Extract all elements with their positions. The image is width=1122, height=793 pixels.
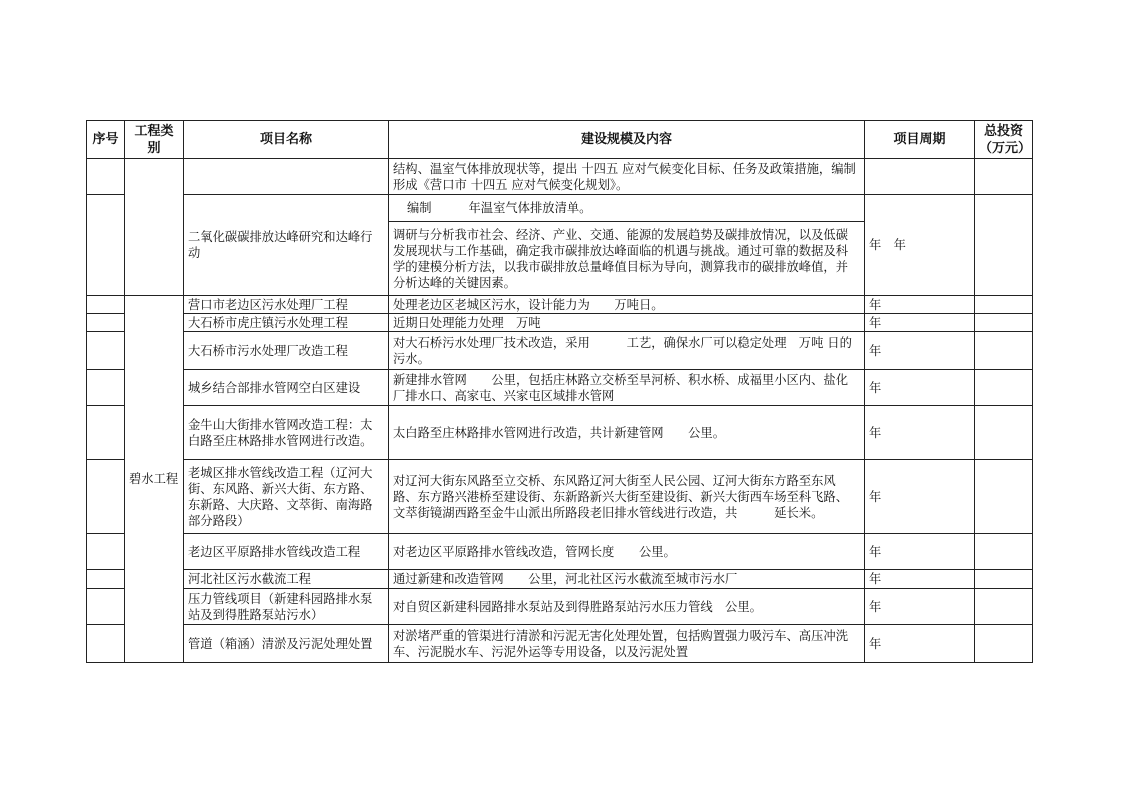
cell-content: 近期日处理能力处理 万吨 xyxy=(389,314,865,332)
cell-category: 碧水工程 xyxy=(125,296,184,663)
cell-period: 年 xyxy=(865,332,975,370)
project-table xyxy=(86,120,1033,663)
cell-no xyxy=(87,570,125,589)
cell-no xyxy=(87,534,125,570)
header-investment: 总投资（万元） xyxy=(975,121,1033,159)
table-row xyxy=(87,370,1033,406)
cell-investment xyxy=(975,406,1033,460)
cell-name: 大石桥市污水处理厂改造工程 xyxy=(184,332,389,370)
cell-name: 老边区平原路排水管线改造工程 xyxy=(184,534,389,570)
cell-content: 对老边区平原路排水管线改造，管网长度 公里。 xyxy=(389,534,865,570)
table-row xyxy=(87,159,1033,195)
cell-content: 太白路至庄林路排水管网进行改造，共计新建管网 公里。 xyxy=(389,406,865,460)
table-row xyxy=(87,534,1033,570)
cell-period: 年 xyxy=(865,370,975,406)
cell-name: 大石桥市虎庄镇污水处理工程 xyxy=(184,314,389,332)
cell-period xyxy=(865,159,975,195)
cell-no xyxy=(87,625,125,663)
cell-period: 年 xyxy=(865,296,975,314)
cell-investment xyxy=(975,570,1033,589)
cell-period: 年 年 xyxy=(865,195,975,296)
cell-period: 年 xyxy=(865,460,975,534)
cell-investment xyxy=(975,332,1033,370)
table-row xyxy=(87,314,1033,332)
cell-investment xyxy=(975,460,1033,534)
cell-investment xyxy=(975,296,1033,314)
header-row xyxy=(87,121,1033,159)
table-row xyxy=(87,460,1033,534)
cell-name xyxy=(184,159,389,195)
cell-no xyxy=(87,195,125,296)
cell-name: 金牛山大街排水管网改造工程：太白路至庄林路排水管网进行改造。 xyxy=(184,406,389,460)
cell-period: 年 xyxy=(865,570,975,589)
cell-content: 编制 年温室气体排放清单。 xyxy=(389,195,865,222)
cell-no xyxy=(87,460,125,534)
cell-content: 结构、温室气体排放现状等，提出 十四五 应对气候变化目标、任务及政策措施，编制形成《营口市 十四五 应对气候变化规划》。 xyxy=(389,159,865,195)
cell-name: 压力管线项目（新建科园路排水泵站及到得胜路泵站污水） xyxy=(184,589,389,625)
cell-content: 处理老边区老城区污水，设计能力为 万吨日。 xyxy=(389,296,865,314)
cell-investment xyxy=(975,370,1033,406)
table-row xyxy=(87,589,1033,625)
cell-name: 营口市老边区污水处理厂工程 xyxy=(184,296,389,314)
cell-content: 调研与分析我市社会、经济、产业、交通、能源的发展趋势及碳排放情况，以及低碳发展现状与工作基础，确定我市碳排放达峰面临的机遇与挑战。通过可靠的数据及科学的建模分析方法，以我市碳排放总量峰值目标为导向，测算我市的碳排放峰值，并分析达峰的关键因素。 xyxy=(389,222,865,296)
cell-category xyxy=(125,159,184,296)
cell-no xyxy=(87,589,125,625)
cell-investment xyxy=(975,159,1033,195)
cell-investment xyxy=(975,534,1033,570)
cell-name: 城乡结合部排水管网空白区建设 xyxy=(184,370,389,406)
table-row xyxy=(87,406,1033,460)
header-category: 工程类别 xyxy=(125,121,184,159)
cell-no xyxy=(87,159,125,195)
header-no: 序号 xyxy=(87,121,125,159)
cell-no xyxy=(87,370,125,406)
cell-content: 对淤堵严重的管渠进行清淤和污泥无害化处理处置，包括购置强力吸污车、高压冲洗车、污泥脱水车、污泥外运等专用设备，以及污泥处置 xyxy=(389,625,865,663)
cell-period: 年 xyxy=(865,625,975,663)
cell-content: 对自贸区新建科园路排水泵站及到得胜路泵站污水压力管线 公里。 xyxy=(389,589,865,625)
header-period: 项目周期 xyxy=(865,121,975,159)
cell-period: 年 xyxy=(865,406,975,460)
cell-no xyxy=(87,314,125,332)
cell-content: 通过新建和改造管网 公里，河北社区污水截流至城市污水厂 xyxy=(389,570,865,589)
cell-no xyxy=(87,296,125,314)
table-row xyxy=(87,296,1033,314)
cell-investment xyxy=(975,625,1033,663)
cell-period: 年 xyxy=(865,589,975,625)
cell-no xyxy=(87,406,125,460)
cell-content: 新建排水管网 公里，包括庄林路立交桥至旱河桥、积水桥、成福里小区内、盐化厂排水口、高家屯、兴家屯区域排水管网 xyxy=(389,370,865,406)
header-name: 项目名称 xyxy=(184,121,389,159)
cell-name: 河北社区污水截流工程 xyxy=(184,570,389,589)
table-row xyxy=(87,570,1033,589)
cell-investment xyxy=(975,314,1033,332)
cell-investment xyxy=(975,195,1033,296)
table-row xyxy=(87,195,1033,222)
cell-name: 管道（箱涵）清淤及污泥处理处置 xyxy=(184,625,389,663)
cell-investment xyxy=(975,589,1033,625)
table-row xyxy=(87,332,1033,370)
cell-period: 年 xyxy=(865,534,975,570)
cell-content: 对辽河大街东风路至立交桥、东风路辽河大街至人民公园、辽河大街东方路至东风路、东方路兴港桥至建设街、东新路新兴大街至建设街、新兴大街西车场至科飞路、文萃街镜湖西路至金牛山派出所路段老旧排水管线进行改造，共 延长米。 xyxy=(389,460,865,534)
table-row xyxy=(87,625,1033,663)
cell-name: 老城区排水管线改造工程（辽河大街、东风路、新兴大街、东方路、东新路、大庆路、文萃街、南海路部分路段） xyxy=(184,460,389,534)
header-content: 建设规模及内容 xyxy=(389,121,865,159)
cell-content: 对大石桥污水处理厂技术改造，采用 工艺，确保水厂可以稳定处理 万吨 日的污水。 xyxy=(389,332,865,370)
cell-no xyxy=(87,332,125,370)
cell-period: 年 xyxy=(865,314,975,332)
cell-name: 二氧化碳碳排放达峰研究和达峰行动 xyxy=(184,195,389,296)
